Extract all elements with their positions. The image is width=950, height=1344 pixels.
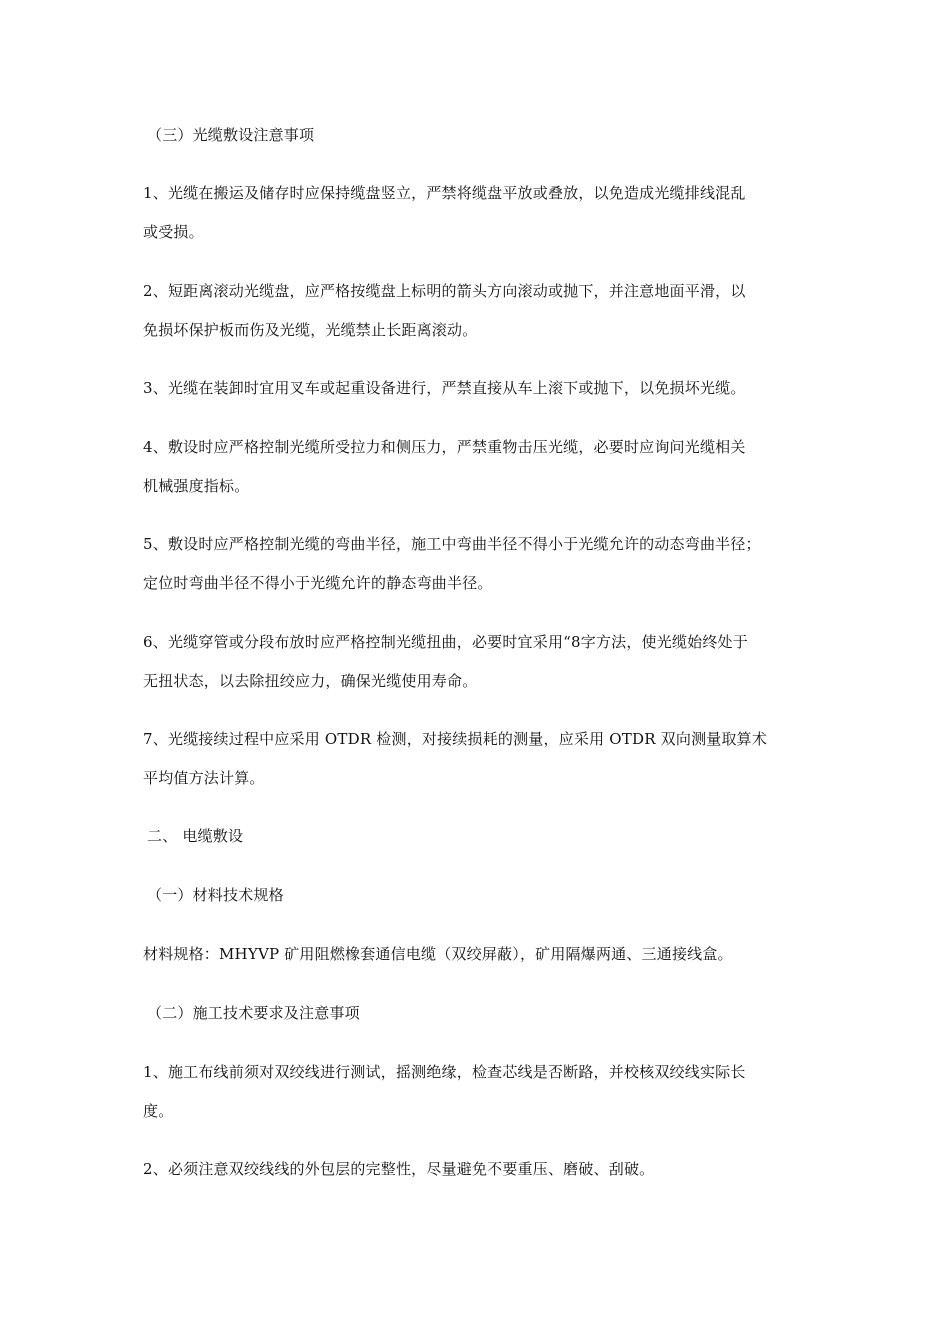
subsection-heading-construction-requirements: （二）施工技术要求及注意事项 bbox=[147, 1004, 360, 1022]
item-3-line-1: 3、光缆在装卸时宜用叉车或起重设备进行，严禁直接从车上滚下或抛下，以免损坏光缆。 bbox=[143, 379, 746, 397]
item-4-line-1: 4、敷设时应严格控制光缆所受拉力和侧压力，严禁重物击压光缆，必要时应询问光缆相关 bbox=[143, 438, 746, 456]
item-7-line-2: 平均值方法计算。 bbox=[143, 769, 265, 787]
requirement-2-line-1: 2、必须注意双绞线线的外包层的完整性，尽量避免不要重压、磨破、刮破。 bbox=[143, 1160, 655, 1178]
section-heading-cable-laying-notes: （三）光缆敷设注意事项 bbox=[147, 126, 315, 144]
requirement-1-line-1: 1、施工布线前须对双绞线进行测试，摇测绝缘，检查芯线是否断路，并校核双绞线实际长 bbox=[143, 1063, 746, 1081]
requirement-1-line-2: 度。 bbox=[143, 1102, 174, 1120]
item-4-line-2: 机械强度指标。 bbox=[143, 477, 250, 495]
part-2-heading-cable-laying: 二、 电缆敷设 bbox=[147, 827, 244, 845]
item-7-line-1: 7、光缆接续过程中应采用 OTDR 检测，对接续损耗的测量，应采用 OTDR 双向测量取算术 bbox=[143, 730, 768, 748]
subsection-heading-material-specs: （一）材料技术规格 bbox=[147, 886, 284, 904]
item-6-line-1: 6、光缆穿管或分段布放时应严格控制光缆扭曲，必要时宜采用“8字方法，使光缆始终处于 bbox=[143, 633, 748, 651]
item-5-line-1: 5、敷设时应严格控制光缆的弯曲半径，施工中弯曲半径不得小于光缆允许的动态弯曲半径； bbox=[143, 535, 761, 553]
item-2-line-1: 2、短距离滚动光缆盘，应严格按缆盘上标明的箭头方向滚动或抛下，并注意地面平滑，以 bbox=[143, 282, 746, 300]
item-2-line-2: 免损坏保护板而伤及光缆，光缆禁止长距离滚动。 bbox=[143, 321, 478, 339]
material-spec-line: 材料规格：MHYVP 矿用阻燃橡套通信电缆（双绞屏蔽），矿用隔爆两通、三通接线盒。 bbox=[143, 945, 733, 963]
item-5-line-2: 定位时弯曲半径不得小于光缆允许的静态弯曲半径。 bbox=[143, 574, 493, 592]
item-6-line-2: 无扭状态，以去除扭绞应力，确保光缆使用寿命。 bbox=[143, 672, 478, 690]
item-1-line-1: 1、光缆在搬运及储存时应保持缆盘竖立，严禁将缆盘平放或叠放，以免造成光缆排线混乱 bbox=[143, 184, 746, 202]
item-1-line-2: 或受损。 bbox=[143, 223, 204, 241]
